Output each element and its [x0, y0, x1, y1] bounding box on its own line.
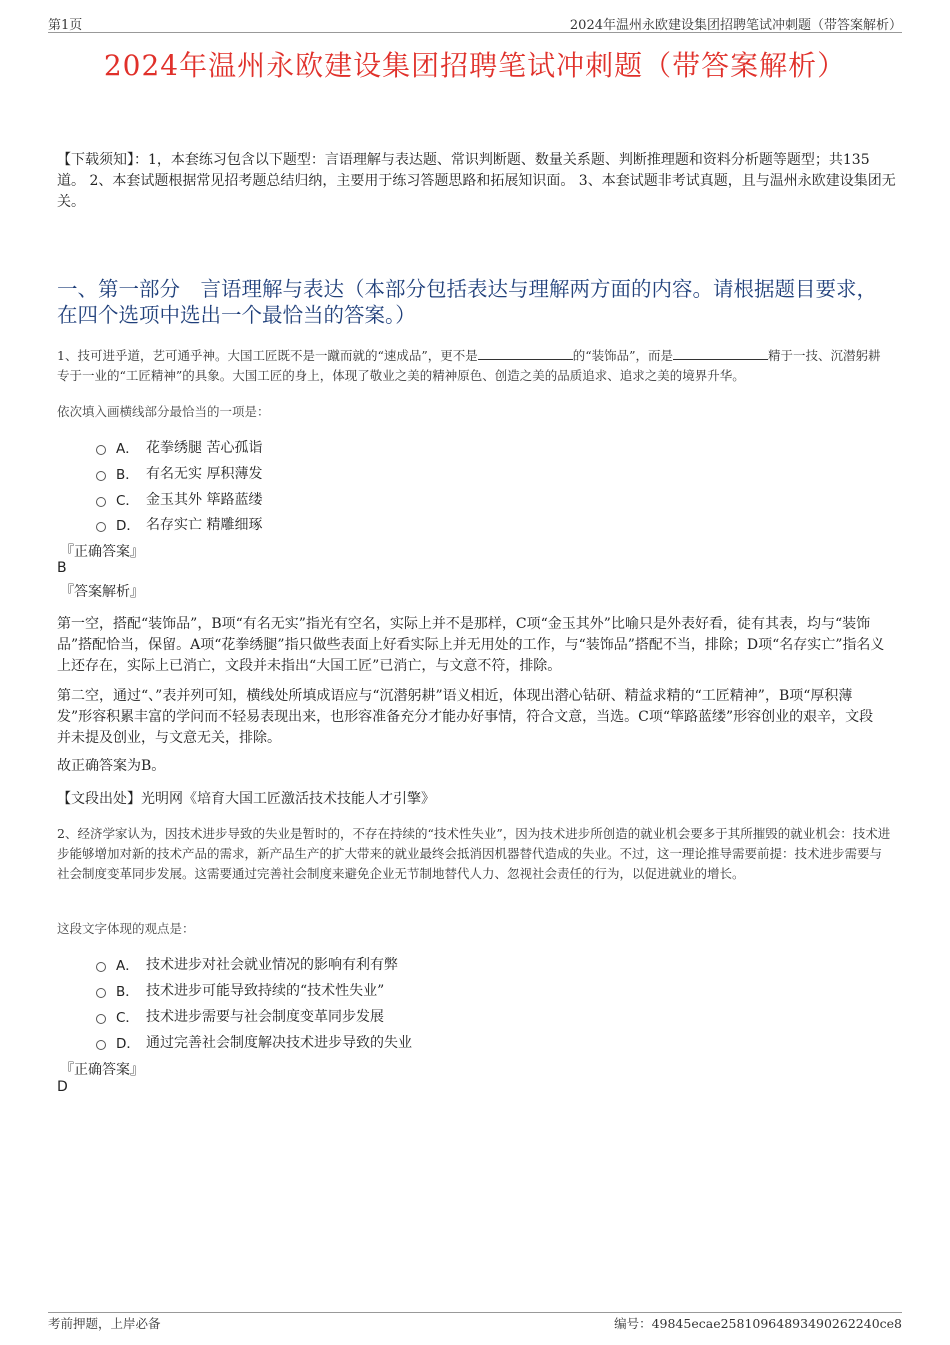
option-letter: C． [116, 493, 139, 509]
q1-analysis-paragraph-1: 第一空，搭配“装饰品”，B项“有名无实”指光有空名，实际上并不是那样，C项“金玉其外”比喻只是外表好看，徒有其表，均与“装饰品”搭配恰当，保留。A项“花拳绣腿”指只做些表面上好看实际上并无用处的工作，与“装饰品”搭配不当，排除；D项“名存实亡”指名义上还存在，实际上已消亡，文段并未指出“大国工匠”已消亡，与文意不符，排除。 [57, 616, 885, 674]
option-letter: D． [116, 518, 140, 534]
option-text: 金玉其外 筚路蓝缕 [146, 492, 263, 508]
radio-icon[interactable] [96, 445, 106, 455]
question-1-prompt: 依次填入画横线部分最恰当的一项是： [57, 404, 270, 419]
q2-option-d[interactable] [96, 1032, 412, 1052]
q1-conclusion: 故正确答案为B。 [57, 758, 166, 774]
question-1-text-part-a: 1、技可进乎道，艺可通乎神。大国工匠既不是一蹴而就的“速成品”，更不是 [57, 348, 478, 363]
option-text: 通过完善社会制度解决技术进步导致的失业 [146, 1035, 412, 1051]
q1-option-a[interactable] [96, 437, 262, 457]
q1-option-c[interactable] [96, 489, 262, 509]
q1-answer-label: 『正确答案』 [60, 544, 144, 560]
option-text: 技术进步对社会就业情况的影响有利有弊 [146, 957, 398, 973]
q1-answer: B [57, 560, 67, 576]
option-text: 花拳绣腿 苦心孤诣 [146, 440, 263, 456]
option-letter: B． [116, 984, 139, 1000]
q2-answer: D [57, 1079, 68, 1095]
q1-option-d[interactable] [96, 514, 262, 534]
option-letter: A． [116, 958, 139, 974]
q2-option-a[interactable] [96, 954, 398, 974]
q1-analysis-paragraph-2: 第二空，通过“、”表并列可知，横线处所填成语应与“沉潜躬耕”语义相近，体现出潜心钻研、精益求精的“工匠精神”，B项“厚积薄发”形容积累丰富的学问而不轻易表现出来，也形容准备充分才能办好事情，符合文意，当选。C项“筚路蓝缕”形容创业的艰辛，文段并未提及创业，与文意无关，排除。 [57, 688, 874, 746]
option-text: 技术进步可能导致持续的“技术性失业” [146, 983, 385, 999]
question-1-text-part-c: 精于一技、沉潜躬耕专于一业的“工匠精神”的具象。大国工匠的身上，体现了敬业之美的精神原色、创造之美的品质追求、追求之美的境界升华。 [57, 348, 881, 383]
radio-icon[interactable] [96, 988, 106, 998]
question-1-text [57, 346, 893, 386]
option-letter: C． [116, 1010, 139, 1026]
radio-icon[interactable] [96, 962, 106, 972]
radio-icon[interactable] [96, 1040, 106, 1050]
document-id: 编号：49845ecae25810964893490262240ce8 [614, 1316, 902, 1331]
running-title: 2024年温州永欧建设集团招聘笔试冲刺题（带答案解析） [569, 18, 902, 33]
option-letter: B． [116, 467, 139, 483]
radio-icon[interactable] [96, 471, 106, 481]
q1-option-b[interactable] [96, 463, 262, 483]
option-text: 技术进步需要与社会制度变革同步发展 [146, 1009, 384, 1025]
page-number: 第1页 [48, 18, 83, 33]
fill-blank-1 [478, 347, 573, 360]
option-text: 有名无实 厚积薄发 [146, 466, 263, 482]
radio-icon[interactable] [96, 497, 106, 507]
option-text: 名存实亡 精雕细琢 [146, 517, 263, 533]
option-letter: D． [116, 1036, 140, 1052]
q1-analysis-label: 『答案解析』 [60, 584, 144, 600]
question-2-text: 2、经济学家认为，因技术进步导致的失业是暂时的，不存在持续的“技术性失业”，因为技术进步所创造的就业机会要多于其所摧毁的就业机会：技术进步能够增加对新的技术产品的需求，新产品生产的扩大带来的就业最终会抵消因机器替代造成的失业。不过，这一理论推导需要前提：技术进步需要与社会制度变革同步发展。这需要通过完善社会制度来避免企业无节制地替代人力、忽视社会责任的行为，以促进就业的增长。 [57, 826, 891, 881]
option-letter: A． [116, 441, 139, 457]
q2-option-c[interactable] [96, 1006, 384, 1026]
q1-source: 【文段出处】光明网《培育大国工匠激活技术技能人才引擎》 [57, 791, 435, 807]
radio-icon[interactable] [96, 522, 106, 532]
q2-answer-label: 『正确答案』 [60, 1062, 144, 1078]
footer-slogan: 考前押题，上岸必备 [48, 1316, 161, 1331]
radio-icon[interactable] [96, 1014, 106, 1024]
q2-option-b[interactable] [96, 980, 384, 1000]
download-notice: 【下载须知】：1，本套练习包含以下题型：言语理解与表达题、常识判断题、数量关系题、判断推理题和资料分析题等题型；共135道。 2、本套试题根据常见招考题总结归纳，主要用于练习答题思路和拓展知识面。 3、本套试题非考试真题，且与温州永欧建设集团无关。 [57, 152, 896, 210]
fill-blank-2 [673, 347, 768, 360]
section-heading: 一、第一部分 言语理解与表达（本部分包括表达与理解两方面的内容。请根据题目要求，在四个选项中选出一个最恰当的答案。） [57, 277, 877, 327]
header-divider [48, 32, 902, 33]
document-title: 2024年温州永欧建设集团招聘笔试冲刺题（带答案解析） [103, 49, 847, 82]
question-1-text-part-b: 的“装饰品”，而是 [572, 348, 674, 363]
question-2-prompt: 这段文字体现的观点是： [57, 921, 195, 936]
footer-divider [48, 1312, 902, 1313]
